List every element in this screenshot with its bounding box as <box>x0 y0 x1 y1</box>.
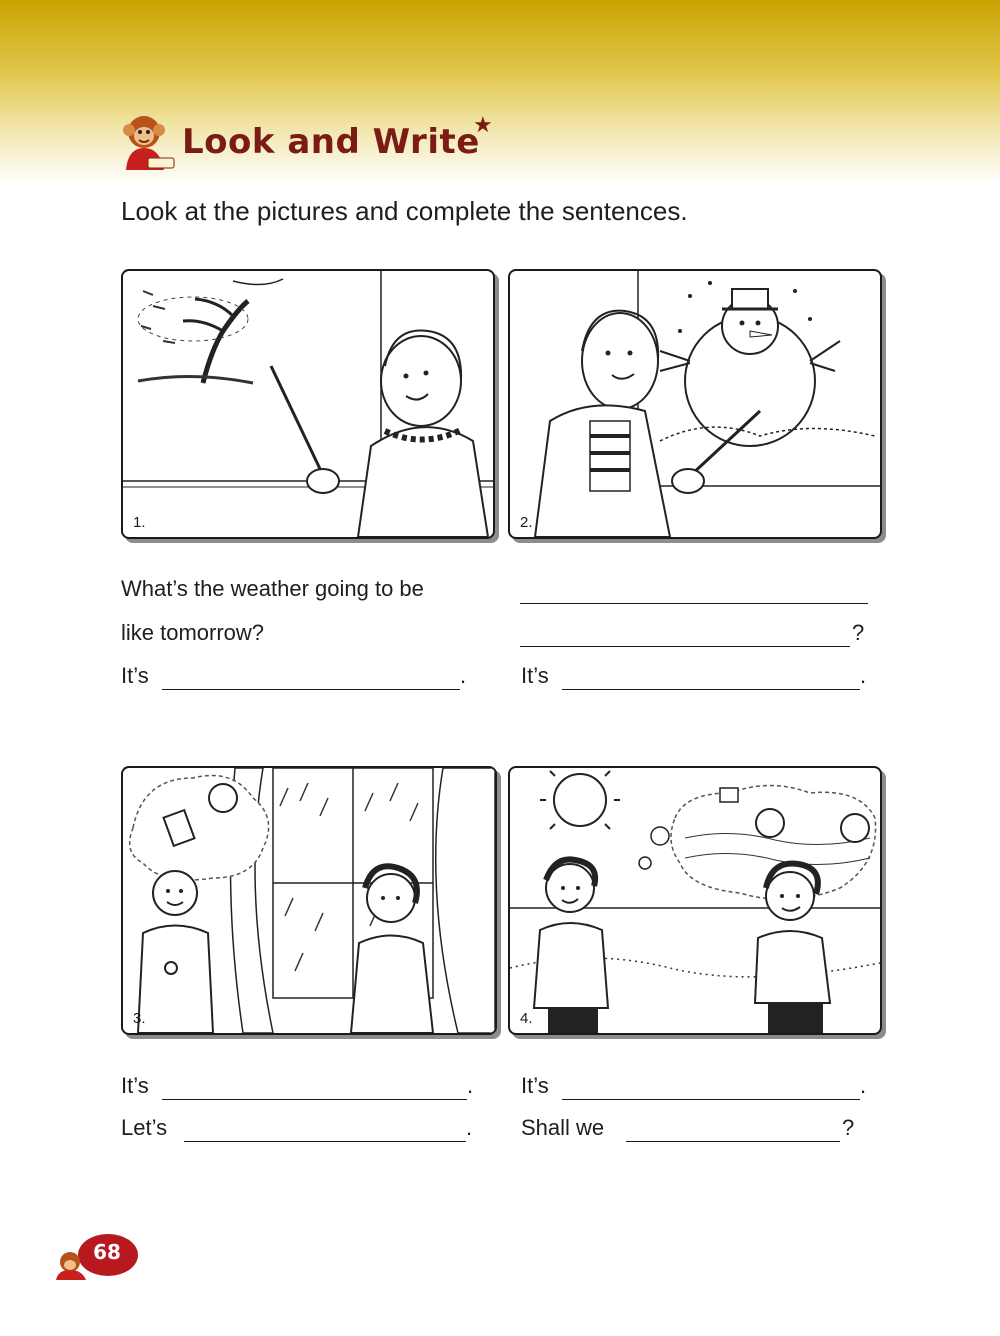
picture-panel-1 <box>121 269 495 539</box>
page-title: Look and Write <box>182 122 480 162</box>
exercise-1-question-line-1: What’s the weather going to be <box>121 576 424 601</box>
exercise-2-question-blank-2[interactable] <box>520 646 850 647</box>
exercise-4-line-2-prefix: Shall we <box>521 1115 605 1140</box>
picture-panel-2 <box>508 269 882 539</box>
exercise-3-line-1-end: . <box>467 1073 474 1098</box>
exercise-1-answer-prefix: It’s <box>121 663 149 688</box>
monkey-mascot-icon <box>118 112 176 172</box>
panel-number: 3. <box>133 1010 146 1027</box>
sunny-scene-illustration <box>510 768 880 1033</box>
difficulty-star-icon: ★ <box>473 112 493 137</box>
snowy-scene-illustration <box>510 271 880 537</box>
page-number: 68 <box>93 1240 121 1264</box>
exercise-4-line-2-end: ? <box>842 1115 855 1140</box>
panel-number: 1. <box>133 514 146 531</box>
exercise-4-line-1-end: . <box>860 1073 867 1098</box>
exercise-2-answer-blank[interactable] <box>562 689 860 690</box>
windy-scene-illustration <box>123 271 493 537</box>
exercise-2-end-mark: . <box>860 663 867 688</box>
exercise-4-line-2-blank[interactable] <box>626 1141 840 1142</box>
exercise-3-line-1-blank[interactable] <box>162 1099 467 1100</box>
panel-number: 4. <box>520 1010 533 1027</box>
instruction-text: Look at the pictures and complete the sentences. <box>121 196 688 226</box>
panel-number: 2. <box>520 514 533 531</box>
rainy-scene-illustration <box>123 768 495 1033</box>
picture-panel-3 <box>121 766 497 1035</box>
exercise-4-line-1-blank[interactable] <box>562 1099 860 1100</box>
exercise-3-line-2-end: . <box>466 1115 473 1140</box>
exercise-4-line-1-prefix: It’s <box>521 1073 549 1098</box>
exercise-2-answer-prefix: It’s <box>521 663 549 688</box>
exercise-1-end-mark: . <box>460 663 467 688</box>
exercise-3-line-2-prefix: Let’s <box>121 1115 168 1140</box>
exercise-2-question-end-mark: ? <box>852 620 865 645</box>
exercise-3-line-2-blank[interactable] <box>184 1141 466 1142</box>
exercise-1-question-line-2: like tomorrow? <box>121 620 265 645</box>
exercise-3-line-1-prefix: It’s <box>121 1073 149 1098</box>
exercise-2-question-blank-1[interactable] <box>520 603 868 604</box>
picture-panel-4 <box>508 766 882 1035</box>
exercise-1-answer-blank[interactable] <box>162 689 460 690</box>
